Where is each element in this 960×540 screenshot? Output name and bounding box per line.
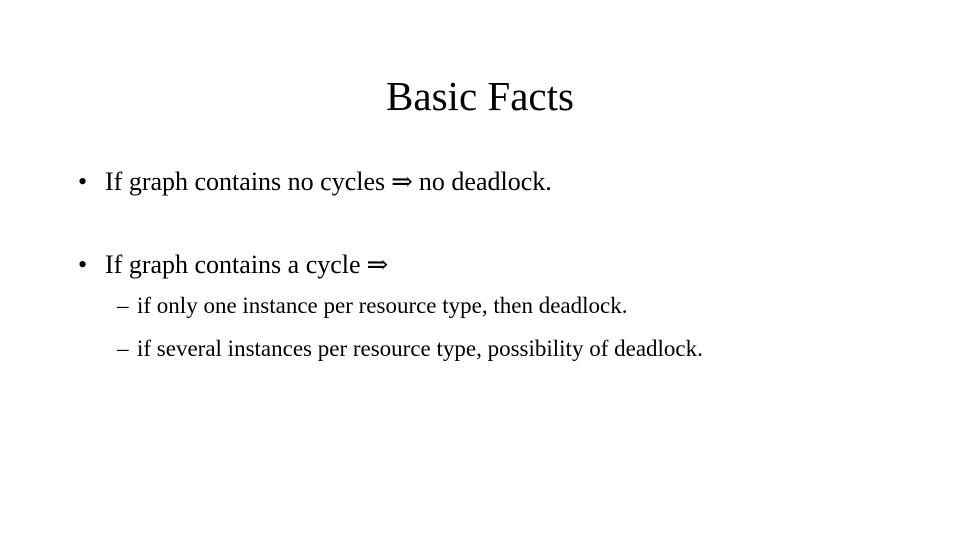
sub-bullet-several-instances (117, 335, 703, 363)
bullet-text: If graph contains no cycles (105, 167, 386, 196)
slide-title: Basic Facts (386, 73, 574, 119)
implies-symbol: ⇒ (366, 250, 389, 279)
sub-bullet-one-instance (117, 292, 627, 320)
bullet-item-cycle (78, 250, 394, 280)
sub-bullet-text: if only one instance per resource type, then deadlock. (137, 293, 628, 318)
bullet-item-no-cycles (78, 167, 552, 197)
bullet-marker: • (78, 167, 88, 196)
bullet-marker: • (78, 250, 88, 279)
sub-bullet-marker: – (117, 336, 129, 361)
bullet-text: If graph contains a cycle (105, 250, 361, 279)
bullet-conclusion: no deadlock. (418, 167, 552, 196)
sub-bullet-text: if several instances per resource type, possibility of deadlock. (137, 336, 703, 361)
implies-symbol: ⇒ (391, 167, 413, 196)
sub-bullet-marker: – (117, 293, 129, 318)
